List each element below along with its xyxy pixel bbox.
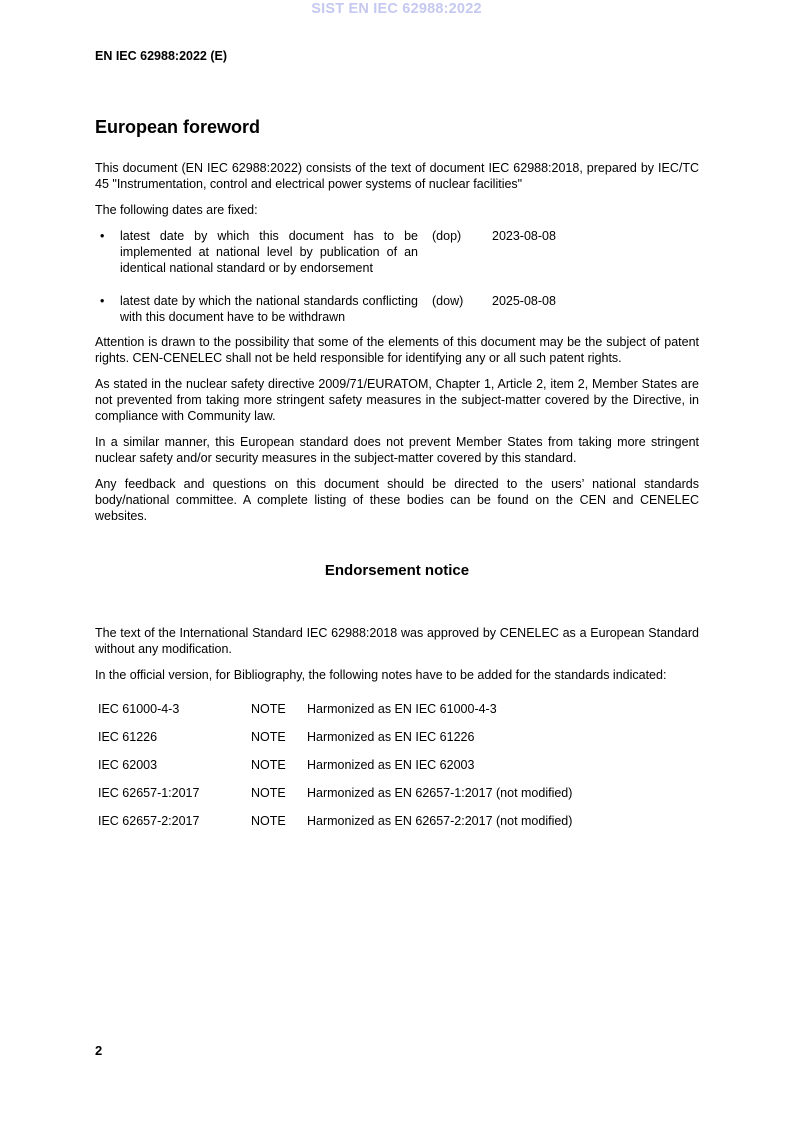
note-standard: IEC 62003 [98, 758, 158, 772]
date-value: 2025-08-08 [492, 294, 556, 308]
date-description: latest date by which the national standards conflicting with this document have to be withdrawn [120, 294, 418, 324]
date-row-dow [95, 293, 699, 325]
note-label: NOTE [251, 786, 286, 800]
note-text: Harmonized as EN 62657-1:2017 (not modified) [307, 786, 573, 800]
note-label: NOTE [251, 702, 286, 716]
note-row [95, 813, 699, 841]
notes-intro: In the official version, for Bibliography, the following notes have to be added for the standards indicated: [95, 668, 667, 682]
note-label: NOTE [251, 730, 286, 744]
watermark: SIST EN IEC 62988:2022 [311, 1, 482, 17]
note-standard: IEC 61226 [98, 730, 158, 744]
bullet: • [100, 294, 105, 308]
note-text: Harmonized as EN 62657-2:2017 (not modified) [307, 814, 573, 828]
note-row [95, 785, 699, 813]
dates-intro: The following dates are fixed: [95, 203, 258, 217]
directive-note: As stated in the nuclear safety directive 2009/71/EURATOM, Chapter 1, Article 2, item 2, Member States are not prevented from taking more stringent safety measures in the subject-matter covered by the Directive, in compliance with Community law. [95, 377, 699, 423]
note-text: Harmonized as EN IEC 61000-4-3 [307, 702, 497, 716]
note-label: NOTE [251, 814, 286, 828]
date-description: latest date by which this document has to be implemented at national level by publication of an identical national standard or by endorsement [120, 229, 418, 275]
feedback-note: Any feedback and questions on this document should be directed to the users’ national standards body/national committee. A complete listing of these bodies can be found on the CEN and CENELEC websites. [95, 477, 699, 523]
date-code: (dop) [432, 229, 462, 243]
similar-note: In a similar manner, this European standard does not prevent Member States from taking more stringent nuclear safety and/or security measures in the subject-matter covered by this standard. [95, 435, 699, 465]
date-code: (dow) [432, 294, 464, 308]
note-standard: IEC 62657-2:2017 [98, 814, 200, 828]
endorsement-title: Endorsement notice [324, 562, 470, 579]
note-text: Harmonized as EN IEC 62003 [307, 758, 475, 772]
date-value: 2023-08-08 [492, 229, 556, 243]
note-row [95, 729, 699, 757]
note-standard: IEC 62657-1:2017 [98, 786, 200, 800]
endorsement-text: The text of the International Standard IEC 62988:2018 was approved by CENELEC as a European Standard without any modification. [95, 626, 699, 656]
note-label: NOTE [251, 758, 286, 772]
date-row-dop [95, 228, 699, 276]
bullet: • [100, 229, 105, 243]
note-row [95, 701, 699, 729]
notes-list [95, 701, 699, 841]
foreword-intro: This document (EN IEC 62988:2022) consists of the text of document IEC 62988:2018, prepared by IEC/TC 45 "Instrumentation, control and electrical power systems of nuclear facilities" [95, 161, 699, 191]
note-standard: IEC 61000-4-3 [98, 702, 180, 716]
page-content [95, 116, 699, 841]
foreword-title: European foreword [95, 117, 261, 137]
page-number: 2 [95, 1043, 103, 1058]
note-row [95, 757, 699, 785]
dates-list [95, 228, 699, 325]
note-text: Harmonized as EN IEC 61226 [307, 730, 475, 744]
document-identifier: EN IEC 62988:2022 (E) [95, 49, 228, 63]
patent-note: Attention is drawn to the possibility that some of the elements of this document may be the subject of patent rights. CEN-CENELEC shall not be held responsible for identifying any or all such patent rights. [95, 335, 699, 365]
